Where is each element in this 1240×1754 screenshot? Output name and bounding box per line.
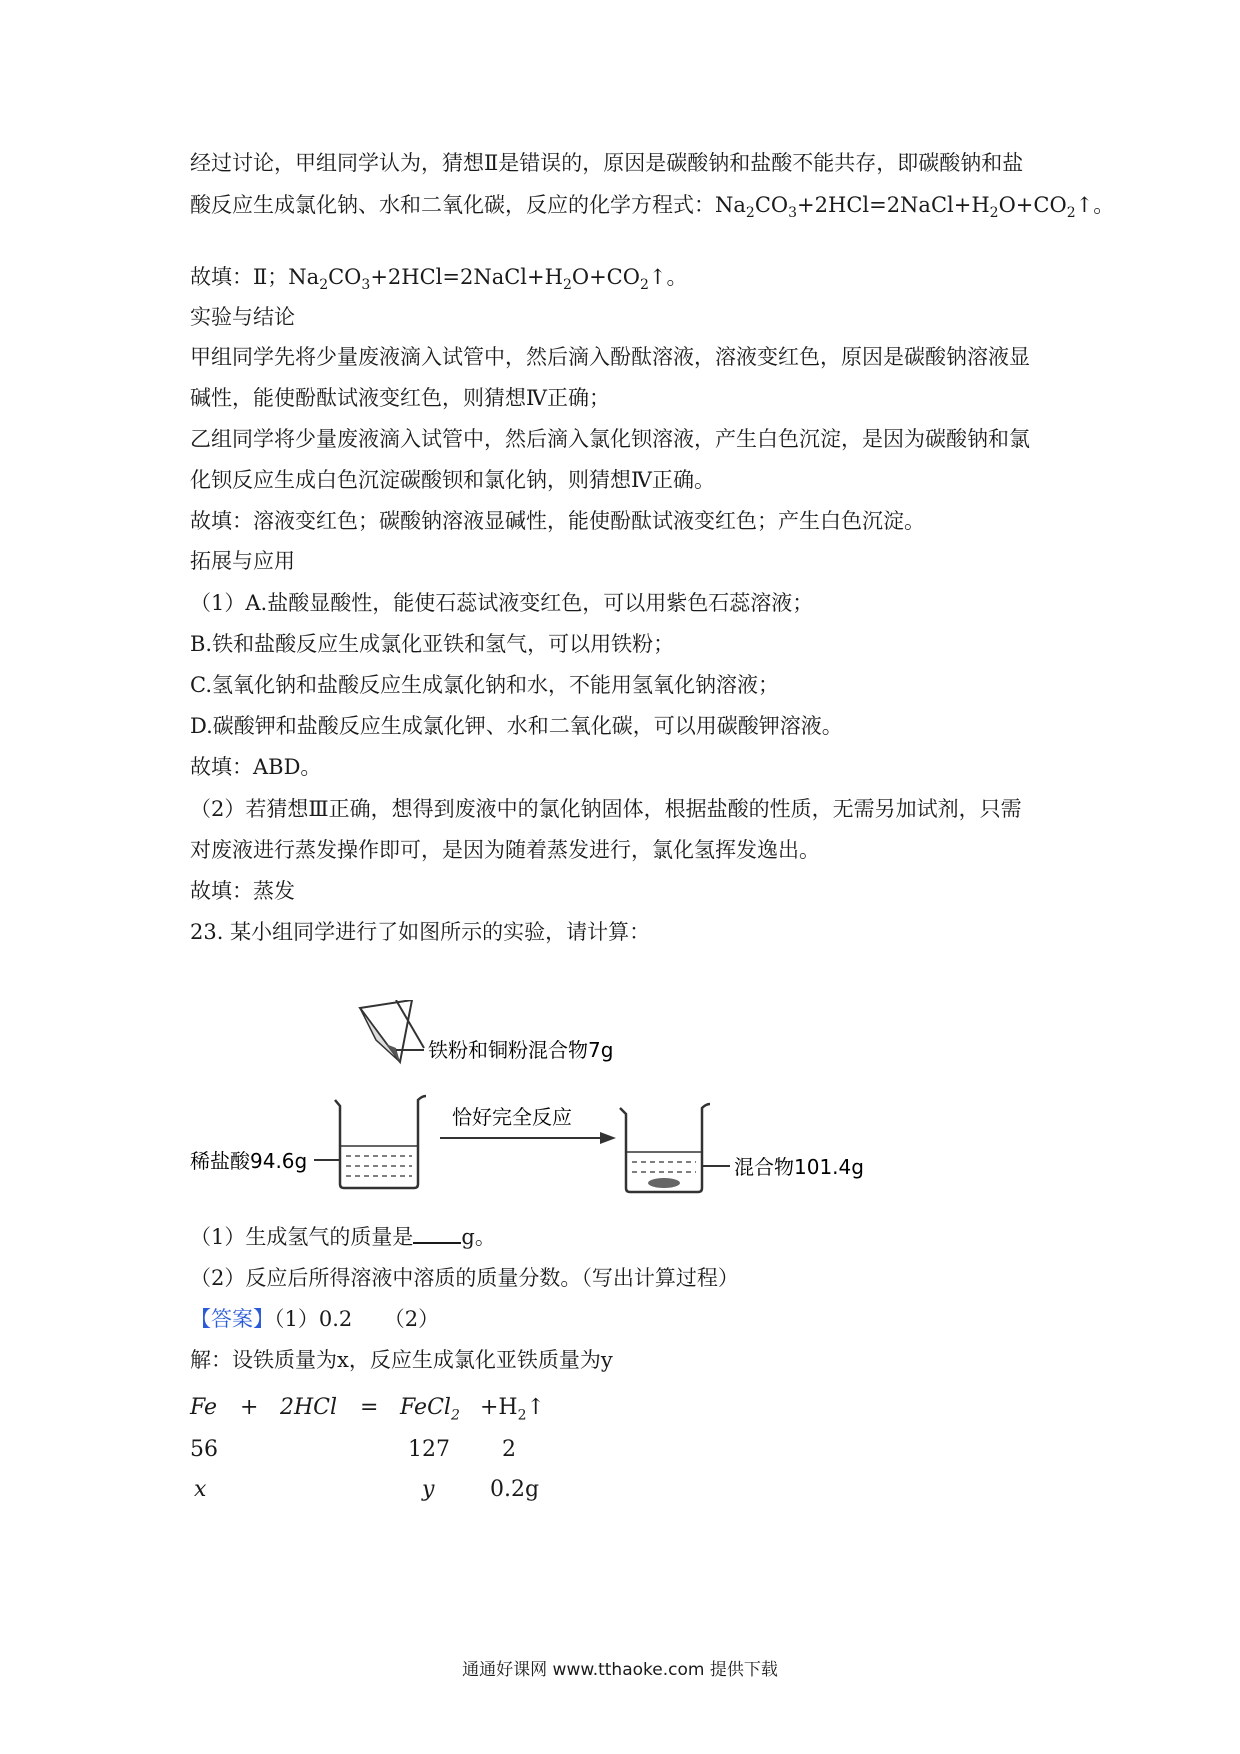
fill-line-3: 故填：ABD。 [190,755,322,779]
question-23: 23. 某小组同学进行了如图所示的实验，请计算： [190,920,651,944]
weighing-paper-icon [360,1000,412,1062]
label-powder: 铁粉和铜粉混合物7g [428,1038,614,1062]
paragraph-line: D.碳酸钾和盐酸反应生成氯化钾、水和二氧化碳，可以用碳酸钾溶液。 [190,714,843,738]
section-heading: 拓展与应用 [190,549,295,573]
answer-line: 【答案】（1）0.2 （2） [190,1307,440,1331]
experiment-diagram [190,1000,890,1210]
paragraph-line: 对废液进行蒸发操作即可，是因为随着蒸发进行，氯化氢挥发逸出。 [190,838,820,862]
paragraph-line: 乙组同学将少量废液滴入试管中，然后滴入氯化钡溶液，产生白色沉淀，是因为碳酸钠和氯 [190,427,1030,451]
arrow-head-icon [600,1132,616,1144]
question-23-part1: （1）生成氢气的质量是 g。 [190,1225,496,1249]
label-mixture: 混合物101.4g [734,1155,864,1179]
precipitate-icon [648,1178,680,1188]
label-acid: 稀盐酸94.6g [190,1149,308,1173]
paragraph-line: 甲组同学先将少量废液滴入试管中，然后滴入酚酞溶液，溶液变红色，原因是碳酸钠溶液显 [190,345,1030,369]
answer-tag: 【答案】 [190,1307,274,1331]
right-beaker-icon [620,1104,710,1192]
fill-line-4: 故填：蒸发 [190,879,295,903]
left-beaker-icon [335,1096,426,1188]
solution-line: 解：设铁质量为x，反应生成氯化亚铁质量为y [190,1348,613,1372]
paragraph-line: B.铁和盐酸反应生成氯化亚铁和氢气，可以用铁粉； [190,632,675,656]
question-23-part2: （2）反应后所得溶液中溶质的质量分数。（写出计算过程） [190,1266,739,1290]
section-heading: 实验与结论 [190,305,295,329]
fill-line-2: 故填：溶液变红色；碳酸钠溶液显碱性，能使酚酞试液变红色；产生白色沉淀。 [190,509,925,533]
chemical-equation: $Na_2CO_3+2HCl=2NaCl+H_2O+CO_2↑$。 [715,193,1115,222]
answer-blank [413,1224,461,1244]
label-arrow: 恰好完全反应 [452,1105,572,1129]
paragraph-line: 化钡反应生成白色沉淀碳酸钡和氯化钠，则猜想Ⅳ正确。 [190,468,715,492]
paragraph-line: （2）若猜想Ⅲ正确，想得到废液中的氯化钠固体，根据盐酸的性质，无需另加试剂，只需 [190,797,1022,821]
page-footer: 通通好课网 www.tthaoke.com 提供下载 [462,1660,778,1680]
paragraph-text: 酸反应生成氯化钠、水和二氧化碳，反应的化学方程式： [190,193,715,217]
paragraph-line: （1）A.盐酸显酸性，能使石蕊试液变红色，可以用紫色石蕊溶液； [190,591,814,615]
fill-line-1: 故填：Ⅱ；$Na_2CO_3+2HCl=2NaCl+H_2O+CO_2↑$。 [190,265,688,294]
paragraph-line-equation [190,190,1114,228]
paragraph-line: C.氢氧化钠和盐酸反应生成氯化钠和水，不能用氢氧化钠溶液； [190,673,779,697]
chemical-equation: $Na_2CO_3+2HCl=2NaCl+H_2O+CO_2↑$。 [288,265,688,294]
paragraph-line: 经过讨论，甲组同学认为，猜想Ⅱ是错误的，原因是碳酸钠和盐酸不能共存，即碳酸钠和盐 [190,151,1024,175]
paragraph-line: 碱性，能使酚酞试液变红色，则猜想Ⅳ正确； [190,386,610,410]
